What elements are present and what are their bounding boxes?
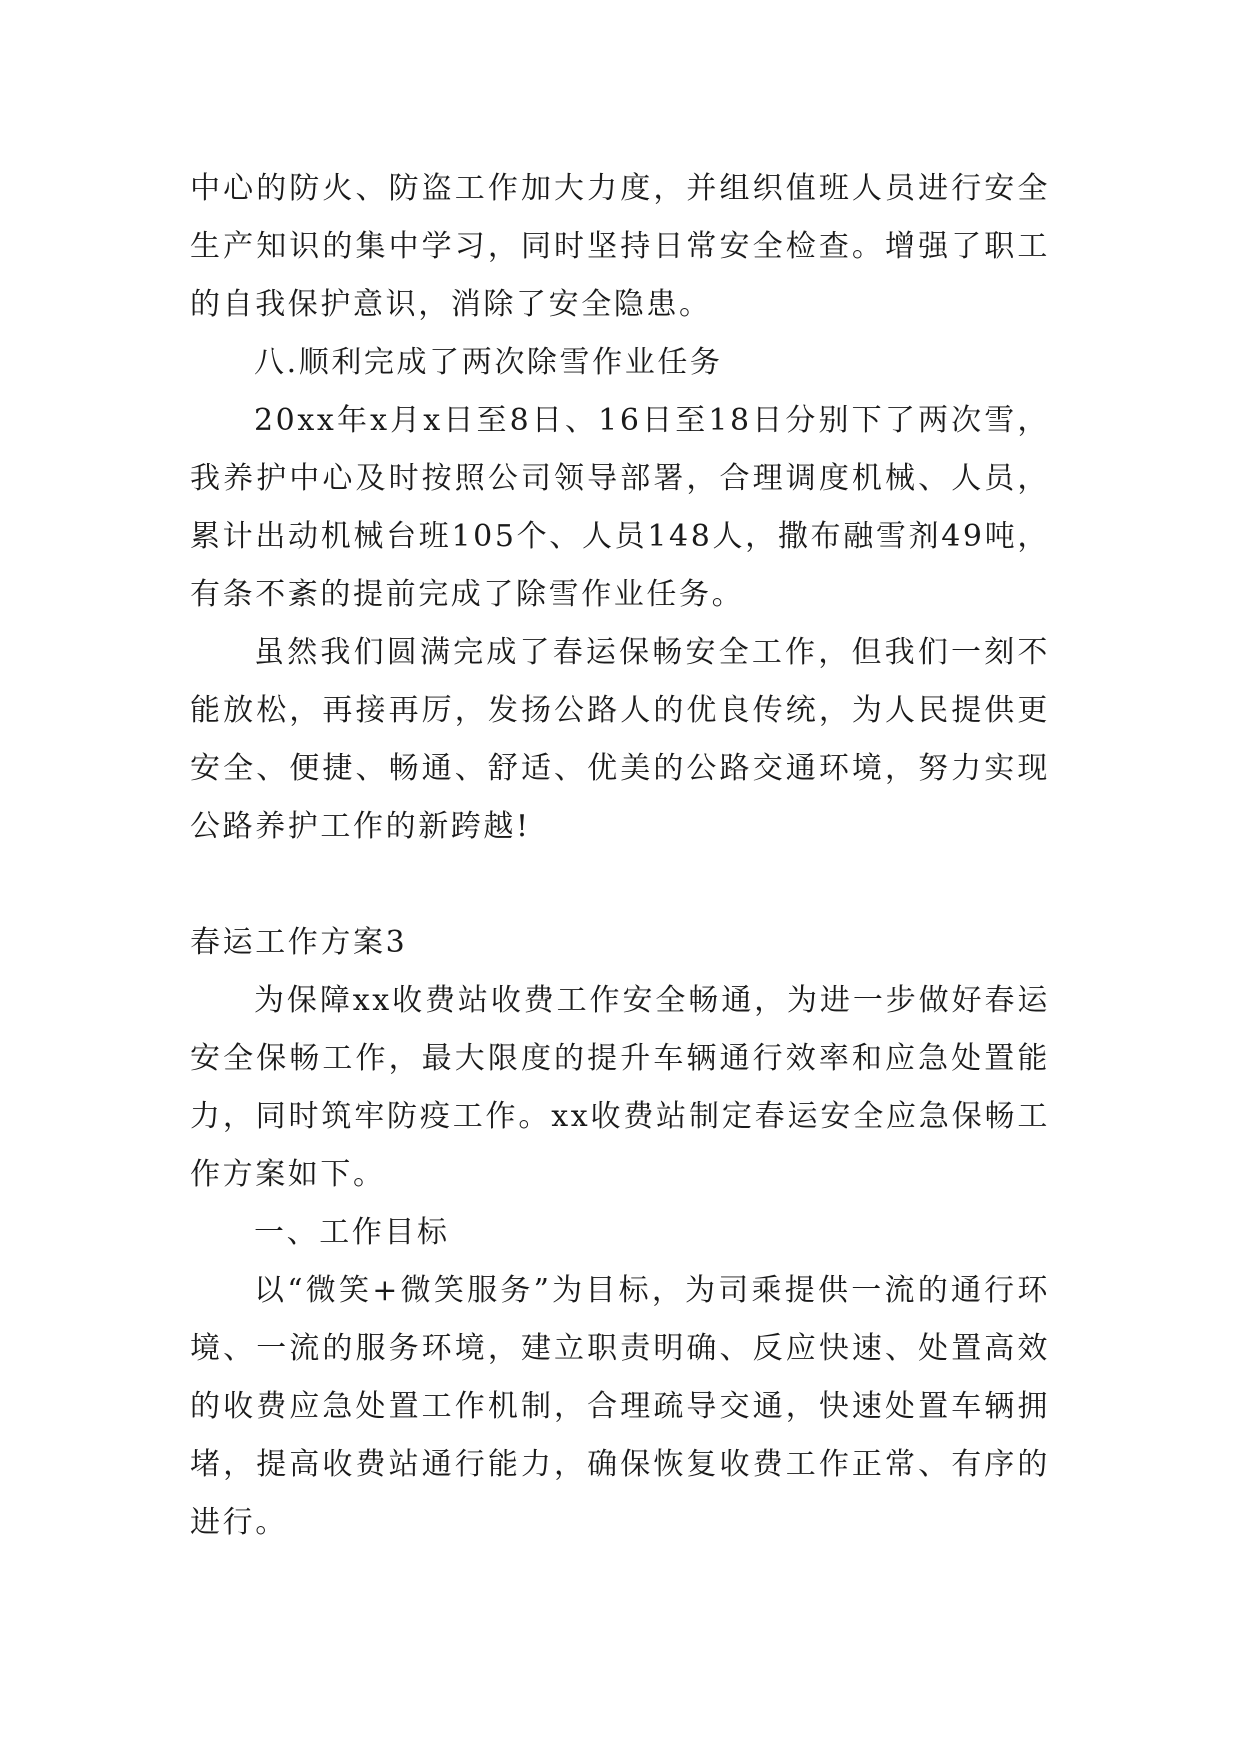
document-body: [190, 160, 1050, 1552]
paragraph-fire-safety: 中心的防火、防盗工作加大力度，并组织值班人员进行安全生产知识的集中学习，同时坚持日常安全检查。增强了职工的自我保护意识，消除了安全隐患。: [190, 171, 1050, 322]
heading-snow-removal: 八.顺利完成了两次除雪作业任务: [254, 345, 723, 380]
section-gap: [190, 856, 1050, 914]
paragraph-plan-intro: 为保障xx收费站收费工作安全畅通，为进一步做好春运安全保畅工作，最大限度的提升车辆通行效率和应急处置能力，同时筑牢防疫工作。xx收费站制定春运安全应急保畅工作方案如下。: [190, 983, 1050, 1192]
paragraph-conclusion: 虽然我们圆满完成了春运保畅安全工作，但我们一刻不能放松，再接再厉，发扬公路人的优良传统，为人民提供更安全、便捷、畅通、舒适、优美的公路交通环境，努力实现公路养护工作的新跨越!: [190, 635, 1050, 844]
heading-work-goal: 一、工作目标: [254, 1215, 450, 1250]
paragraph-snow-removal: 20xx年x月x日至8日、16日至18日分别下了两次雪，我养护中心及时按照公司领导部署，合理调度机械、人员，累计出动机械台班105个、人员148人，撒布融雪剂49吨，有条不紊的提前完成了除雪作业任务。: [190, 403, 1050, 612]
section-title: 春运工作方案3: [190, 925, 408, 960]
paragraph-work-goal: 以“微笑+微笑服务”为目标，为司乘提供一流的通行环境、一流的服务环境，建立职责明确、反应快速、处置高效的收费应急处置工作机制，合理疏导交通，快速处置车辆拥堵，提高收费站通行能力，确保恢复收费工作正常、有序的进行。: [190, 1273, 1050, 1540]
